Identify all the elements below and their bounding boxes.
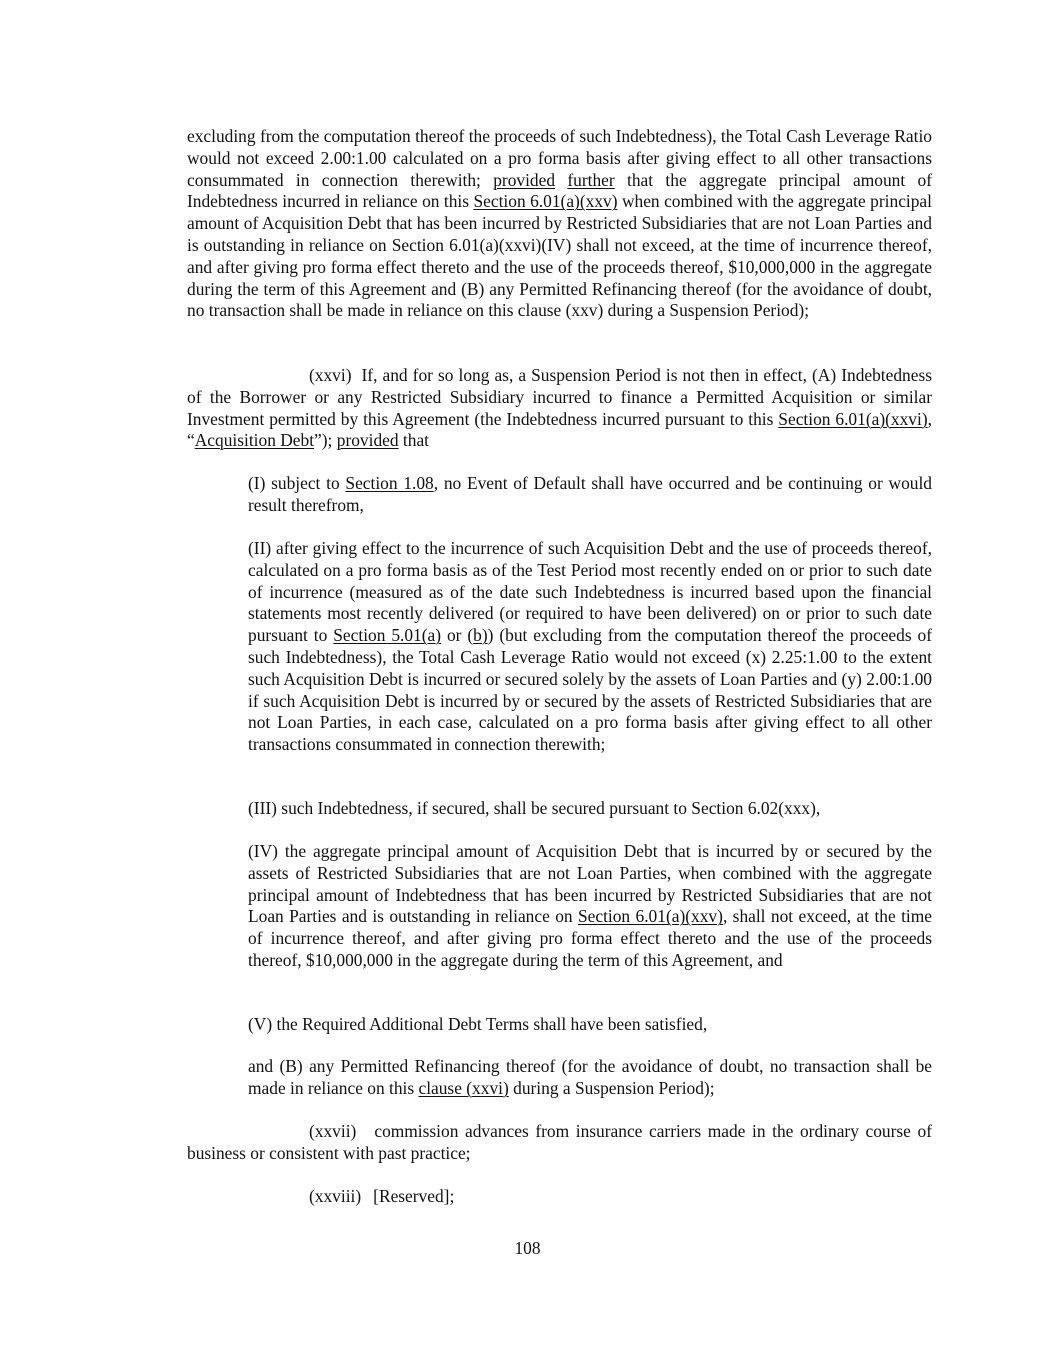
paragraph-xxvi: [187, 365, 932, 452]
subclause-II: [248, 538, 932, 756]
section-reference: Section 6.01(a)(xxvi): [778, 408, 928, 429]
section-reference: b): [473, 625, 488, 646]
paragraph-text: commission advances from insurance carriers made in the ordinary course of business or consistent with past practice;: [187, 1121, 932, 1163]
paragraph-text: , no Event of Default shall have occurred and be continuing or would result therefrom,: [248, 473, 932, 515]
section-reference: Section 1.08: [345, 473, 434, 493]
paragraph-text: (IV) the aggregate principal amount of Acquisition Debt that is incurred by or secured by the assets of Restricted Subsidiaries that are not Loan Parties, when combined with the aggregate principal amount of Indebtedness that has been incurred by Restricted Subsidiaries that are not Loan Parties and is outstanding in reliance on: [248, 841, 932, 927]
clause-number: (xxvi): [309, 365, 352, 385]
clause-reference: clause (xxvi): [418, 1077, 509, 1098]
page-number: 108: [514, 1238, 541, 1258]
paragraph-text: when combined with the aggregate principal amount of Acquisition Debt that has been incurred by Restricted Subsidiaries that are not Loan Parties and is outstanding in reliance on Section 6.01(a)(xxvi)(IV) shall not exceed, at the time of incurrence thereof, and after giving pro forma effect thereto and the use of the proceeds thereof, $10,000,000 in the aggregate during the term of this Agreement and (B) any Permitted Refinancing thereof (for the avoidance of doubt, no transaction shall be made in reliance on this clause (xxv) during a Suspension Period);: [187, 191, 932, 321]
subclause-III: [248, 798, 932, 820]
section-reference: Section 6.01(a)(xxv): [473, 191, 618, 212]
paragraph-xxvii: [187, 1121, 932, 1165]
paragraph-xxviii: [187, 1186, 932, 1208]
subclause-V: [248, 1014, 932, 1036]
paragraph-text: that: [398, 430, 430, 451]
subclause-IV: [248, 841, 932, 972]
clause-number: (xxvii): [309, 1121, 357, 1141]
paragraph-text: ”);: [314, 430, 337, 451]
subclause-B: [248, 1056, 932, 1100]
subclause-I: [248, 473, 932, 517]
paragraph-xxv-continuation: [187, 126, 932, 322]
paragraph-text: excluding from the computation thereof the proceeds of such Indebtedness), the Total Cash Leverage Ratio would not exceed 2.00:1.00 calculated on a pro forma basis after giving effect to all other transactions consummated in connection therewith;: [187, 126, 932, 190]
paragraph-text: (I) subject to: [248, 473, 346, 493]
defined-term-provided: provided: [493, 169, 556, 190]
paragraph-text: and (B) any Permitted Refinancing thereof (for the avoidance of doubt, no transaction shall be made in reliance on this: [248, 1056, 932, 1098]
paragraph-text: (II) after giving effect to the incurrence of such Acquisition Debt and the use of proceeds thereof, calculated on a pro forma basis as of the Test Period most recently ended on or prior to such date of incurrence (measured as of the date such Indebtedness is incurred based upon the financial statements most recently delivered (or required to have been delivered) on or prior to such date pursuant to: [248, 538, 932, 646]
defined-term-further: further: [567, 169, 615, 190]
paragraph-text: , “: [187, 408, 932, 451]
paragraph-text: during a Suspension Period);: [508, 1077, 715, 1098]
section-reference: Section 5.01(a): [333, 625, 442, 646]
defined-term-acquisition-debt: Acquisition Debt: [194, 430, 315, 451]
paragraph-text: that the aggregate principal amount of Indebtedness incurred in reliance on this: [187, 169, 933, 212]
clause-number: (xxviii): [309, 1186, 362, 1206]
paragraph-text: If, and for so long as, a Suspension Period is not then in effect, (A) Indebtedness of the Borrower or any Restricted Subsidiary incurred to finance a Permitted Acquisition or similar Investment permitted by this Agreement (the Indebtedness incurred pursuant to this: [187, 365, 932, 429]
paragraph-text: ) (but excluding from the computation thereof the proceeds of such Indebtedness), the Total Cash Leverage Ratio would not exceed (x) 2.25:1.00 to the extent such Acquisition Debt is incurred or secured solely by the assets of Loan Parties and (y) 2.00:1.00 if such Acquisition Debt is incurred by or secured by the assets of Restricted Subsidiaries that are not Loan Parties, in each case, calculated on a pro forma basis after giving effect to all other transactions consummated in connection therewith;: [248, 625, 932, 755]
section-reference: Section 6.01(a)(xxv): [577, 906, 723, 927]
paragraph-text: or (: [441, 625, 474, 646]
paragraph-text: , shall not exceed, at the time of incurrence thereof, and after giving pro forma effect thereto and the use of the proceeds thereof, $10,000,000 in the aggregate during the term of this Agreement, and: [248, 906, 932, 970]
paragraph-text: [555, 170, 567, 190]
paragraph-text: (III) such Indebtedness, if secured, shall be secured pursuant to Section 6.02(xxx),: [248, 798, 821, 818]
paragraph-text: (V) the Required Additional Debt Terms shall have been satisfied,: [248, 1014, 708, 1034]
defined-term-provided: provided: [336, 430, 399, 451]
paragraph-text: [Reserved];: [373, 1186, 455, 1206]
